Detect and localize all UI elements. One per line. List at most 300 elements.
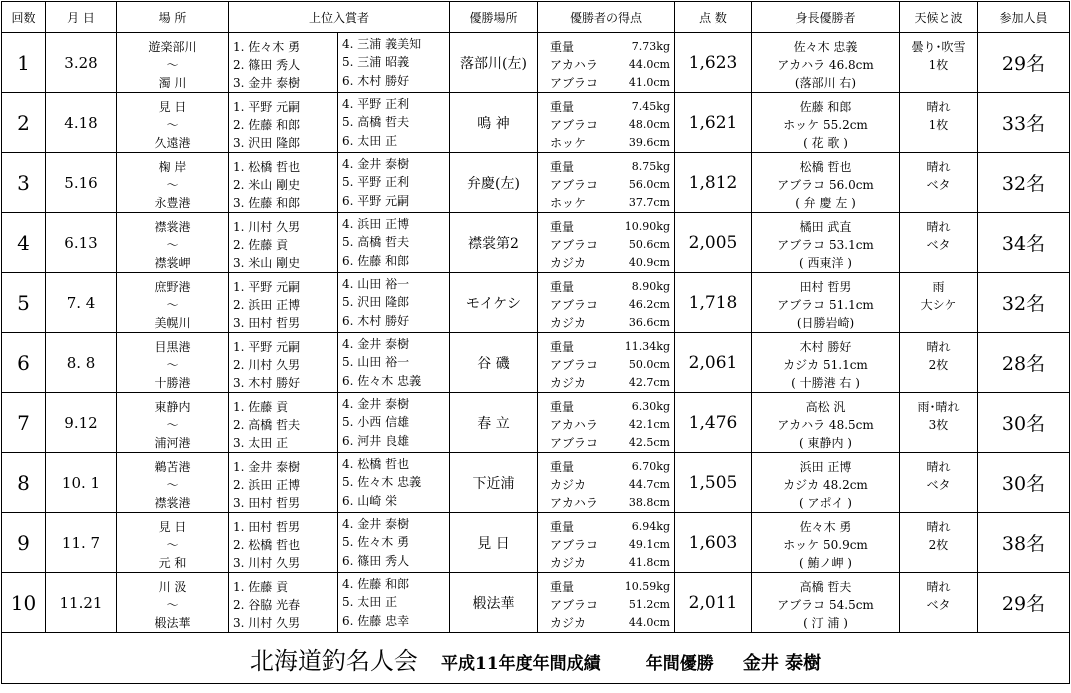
- top-finishers: [229, 273, 450, 333]
- event-date: 11. 7: [46, 513, 117, 573]
- total-points: 1,812: [675, 153, 752, 213]
- score-value: 8.75kg: [631, 159, 670, 173]
- height-winner-line: ( 東静内 ): [799, 435, 852, 450]
- round-number: 7: [2, 393, 46, 453]
- height-winner-line: カジカ 51.1cm: [783, 357, 868, 372]
- score-line: [540, 74, 672, 92]
- place-line: 襟裳岬: [154, 255, 191, 270]
- place-line: 庶野港: [154, 279, 191, 294]
- place-line: 遊楽部川: [148, 39, 197, 54]
- height-winner-line: カジカ 48.2cm: [783, 477, 868, 492]
- height-winner: [752, 393, 900, 453]
- place-line: 襟裳港: [154, 495, 191, 510]
- height-winner-line: 浜田 正博: [799, 459, 852, 474]
- event-place: [117, 573, 229, 633]
- score-category: 重量: [550, 279, 575, 294]
- score-value: 44.0cm: [628, 615, 670, 629]
- finisher-name: 4. 浜田 正博: [342, 216, 410, 231]
- height-winner-line: 田村 哲男: [799, 279, 852, 294]
- results-table: [1, 1, 1070, 684]
- score-category: 重量: [550, 459, 575, 474]
- score-category: アブラコ: [550, 237, 599, 252]
- height-winner-line: ( 弁 慶 左 ): [795, 195, 856, 210]
- finisher-name: 4. 金井 泰樹: [342, 516, 410, 531]
- participant-count: 28名: [978, 333, 1070, 393]
- finisher-name: 6. 佐々木 忠義: [342, 374, 422, 389]
- score-line: [540, 218, 672, 236]
- top-finishers: [229, 573, 450, 633]
- event-place: [117, 453, 229, 513]
- winning-spot: 下近浦: [450, 453, 538, 513]
- height-winner: [752, 213, 900, 273]
- round-number: 10: [2, 573, 46, 633]
- finisher-name: 1. 平野 元嗣: [233, 279, 301, 294]
- score-value: 41.8cm: [628, 555, 670, 569]
- participant-count: 32名: [978, 153, 1070, 213]
- score-line: [540, 596, 672, 614]
- finisher-name: 5. 三浦 昭義: [342, 55, 410, 70]
- weather-line: 晴れ: [926, 99, 951, 114]
- finisher-name: 3. 金井 泰樹: [233, 75, 301, 90]
- finisher-name: 1. 平野 元嗣: [233, 99, 301, 114]
- place-line: ～: [166, 357, 179, 372]
- top-finishers: [229, 333, 450, 393]
- finisher-name: 4. 三浦 義美知: [342, 36, 422, 51]
- header-participants: 参加人員: [978, 2, 1070, 33]
- top-finishers: [229, 93, 450, 153]
- score-value: 48.0cm: [628, 117, 670, 131]
- place-line: 美幌川: [154, 315, 191, 330]
- table-row: [2, 573, 1070, 633]
- height-winner-line: ( 鮪ノ岬 ): [799, 555, 852, 570]
- score-category: アブラコ: [550, 537, 599, 552]
- weather-line: 晴れ: [926, 519, 951, 534]
- place-line: 東静内: [154, 399, 191, 414]
- table-row: [2, 393, 1070, 453]
- finisher-name: 5. 沢田 隆郎: [342, 295, 410, 310]
- finisher-name: 5. 高橋 哲夫: [342, 235, 410, 250]
- round-number: 8: [2, 453, 46, 513]
- height-winner-line: (日勝岩崎): [796, 315, 855, 330]
- score-category: 重量: [550, 159, 575, 174]
- finisher-name: 3. 川村 久男: [233, 555, 301, 570]
- finisher-name: 2. 谷脇 光春: [233, 597, 301, 612]
- total-points: 1,505: [675, 453, 752, 513]
- finisher-name: 5. 太田 正: [342, 595, 398, 610]
- winner-scores: [538, 153, 675, 213]
- score-line: [540, 314, 672, 332]
- weather-line: ベタ: [926, 477, 951, 492]
- score-line: [540, 158, 672, 176]
- height-winner-line: (落部川 右): [794, 75, 857, 90]
- height-winner-line: ( 汀 浦 ): [803, 615, 848, 630]
- score-line: [540, 338, 672, 356]
- weather-line: 1枚: [928, 57, 949, 72]
- score-category: アカハラ: [550, 495, 598, 510]
- weather-waves: [900, 93, 978, 153]
- event-date: 5.16: [46, 153, 117, 213]
- weather-line: 晴れ: [926, 159, 951, 174]
- score-category: アブラコ: [550, 435, 599, 450]
- finisher-name: 4. 金井 泰樹: [342, 396, 410, 411]
- score-category: アブラコ: [550, 297, 599, 312]
- finisher-name: 1. 佐藤 貢: [233, 399, 289, 414]
- finisher-name: 2. 浜田 正博: [233, 477, 301, 492]
- finisher-name: 5. 佐々木 忠義: [342, 475, 422, 490]
- table-row: [2, 453, 1070, 513]
- weather-waves: [900, 213, 978, 273]
- score-line: [540, 236, 672, 254]
- weather-waves: [900, 513, 978, 573]
- header-win-spot: 優勝場所: [450, 2, 538, 33]
- height-winner-line: アブラコ 53.1cm: [777, 237, 874, 252]
- header-weather: 天候と波: [900, 2, 978, 33]
- score-line: [540, 38, 672, 56]
- round-number: 5: [2, 273, 46, 333]
- table-row: [2, 333, 1070, 393]
- finisher-name: 4. 佐藤 和郎: [342, 576, 410, 591]
- height-winner: [752, 573, 900, 633]
- score-value: 42.7cm: [628, 375, 670, 389]
- height-winner-line: ( 花 歌 ): [803, 135, 848, 150]
- finisher-name: 3. 沢田 隆郎: [233, 135, 301, 150]
- event-date: 9.12: [46, 393, 117, 453]
- participant-count: 38名: [978, 513, 1070, 573]
- score-line: [540, 398, 672, 416]
- place-line: 川 汲: [158, 579, 187, 594]
- place-line: ～: [166, 57, 179, 72]
- score-value: 7.73kg: [631, 39, 670, 53]
- finisher-name: 3. 田村 哲男: [233, 315, 301, 330]
- finisher-name: 1. 田村 哲男: [233, 519, 301, 534]
- finisher-name: 1. 佐々木 勇: [233, 39, 301, 54]
- event-date: 4.18: [46, 93, 117, 153]
- weather-line: ベタ: [926, 237, 951, 252]
- finisher-name: 2. 浜田 正博: [233, 297, 301, 312]
- event-date: 10. 1: [46, 453, 117, 513]
- table-row: [2, 153, 1070, 213]
- score-line: [540, 518, 672, 536]
- score-category: 重量: [550, 219, 575, 234]
- height-winner: [752, 513, 900, 573]
- weather-line: ベタ: [926, 597, 951, 612]
- winner-scores: [538, 453, 675, 513]
- winner-scores: [538, 333, 675, 393]
- score-line: [540, 374, 672, 392]
- winning-spot: モイケシ: [450, 273, 538, 333]
- score-value: 46.2cm: [628, 297, 670, 311]
- score-line: [540, 254, 672, 272]
- score-value: 40.9cm: [628, 255, 670, 269]
- place-line: 久遠港: [154, 135, 191, 150]
- total-points: 1,476: [675, 393, 752, 453]
- round-number: 3: [2, 153, 46, 213]
- score-category: 重量: [550, 39, 575, 54]
- place-line: 見 日: [158, 99, 187, 114]
- weather-line: 3枚: [928, 417, 949, 432]
- height-winner-line: 橘田 武直: [799, 219, 852, 234]
- height-winner-line: ホッケ 50.9cm: [783, 537, 868, 552]
- event-place: [117, 273, 229, 333]
- score-value: 7.45kg: [631, 99, 670, 113]
- height-winner-line: アブラコ 54.5cm: [777, 597, 874, 612]
- weather-waves: [900, 33, 978, 93]
- event-place: [117, 153, 229, 213]
- weather-line: 雨･晴れ: [917, 399, 960, 414]
- height-winner-line: 木村 勝好: [799, 339, 852, 354]
- winner-scores: [538, 93, 675, 153]
- height-winner: [752, 153, 900, 213]
- place-line: ～: [166, 237, 179, 252]
- winning-spot: 弁慶(左): [450, 153, 538, 213]
- top-finishers: [229, 153, 450, 213]
- header-no: 回数: [2, 2, 46, 33]
- table-row: [2, 213, 1070, 273]
- score-category: アブラコ: [550, 75, 599, 90]
- total-points: 2,011: [675, 573, 752, 633]
- score-category: カジカ: [550, 255, 587, 270]
- height-winner-line: アブラコ 51.1cm: [777, 297, 874, 312]
- table-row: [2, 33, 1070, 93]
- score-category: カジカ: [550, 555, 587, 570]
- score-category: ホッケ: [550, 195, 587, 210]
- champion-name: 金井 泰樹: [742, 652, 822, 674]
- score-value: 37.7cm: [628, 195, 670, 209]
- place-line: ～: [166, 117, 179, 132]
- finisher-name: 1. 佐藤 貢: [233, 579, 289, 594]
- score-line: [540, 176, 672, 194]
- weather-waves: [900, 153, 978, 213]
- score-value: 56.0cm: [628, 177, 670, 191]
- score-line: [540, 194, 672, 212]
- annual-results-title: 平成11年度年間成績: [440, 653, 601, 674]
- header-scores: 優勝者の得点: [538, 2, 675, 33]
- winner-scores: [538, 513, 675, 573]
- finisher-name: 4. 金井 泰樹: [342, 336, 410, 351]
- round-number: 1: [2, 33, 46, 93]
- finisher-name: 1. 川村 久男: [233, 219, 301, 234]
- weather-line: 雨: [932, 279, 945, 294]
- finisher-name: 6. 平野 元嗣: [342, 194, 410, 209]
- place-line: 永豊港: [154, 195, 191, 210]
- header-points: 点 数: [675, 2, 752, 33]
- score-line: [540, 416, 672, 434]
- score-line: [540, 476, 672, 494]
- winning-spot: 襟裳第2: [450, 213, 538, 273]
- height-winner-line: 高橋 哲夫: [799, 579, 852, 594]
- finisher-name: 6. 佐藤 忠幸: [342, 614, 410, 629]
- club-name: 北海道釣名人会: [249, 646, 418, 675]
- weather-line: 大シケ: [920, 297, 957, 312]
- height-winner-line: ( 十勝港 右 ): [791, 375, 860, 390]
- footer-row: [2, 633, 1070, 684]
- top-finishers: [229, 393, 450, 453]
- score-category: 重量: [550, 579, 575, 594]
- score-line: [540, 536, 672, 554]
- score-value: 38.8cm: [628, 495, 670, 509]
- finisher-name: 5. 高橋 哲夫: [342, 115, 410, 130]
- participant-count: 30名: [978, 393, 1070, 453]
- weather-line: 2枚: [928, 537, 949, 552]
- place-line: ～: [166, 477, 179, 492]
- winner-scores: [538, 213, 675, 273]
- score-category: 重量: [550, 519, 575, 534]
- height-winner-line: ( 西東洋 ): [799, 255, 852, 270]
- score-value: 10.59kg: [624, 579, 670, 593]
- score-category: アカハラ: [550, 417, 598, 432]
- finisher-name: 6. 佐藤 和郎: [342, 254, 410, 269]
- score-category: カジカ: [550, 375, 587, 390]
- place-line: ～: [166, 417, 179, 432]
- score-value: 44.0cm: [628, 57, 670, 71]
- score-line: [540, 116, 672, 134]
- finisher-name: 1. 松橋 哲也: [233, 159, 301, 174]
- score-line: [540, 434, 672, 452]
- finisher-name: 5. 山田 裕一: [342, 355, 410, 370]
- top-finishers: [229, 213, 450, 273]
- finisher-name: 5. 佐々木 勇: [342, 535, 410, 550]
- finisher-name: 4. 平野 正利: [342, 96, 410, 111]
- height-winner-line: 佐々木 忠義: [793, 39, 858, 54]
- score-line: [540, 578, 672, 596]
- winner-scores: [538, 33, 675, 93]
- top-finishers: [229, 513, 450, 573]
- score-value: 8.90kg: [631, 279, 670, 293]
- height-winner: [752, 33, 900, 93]
- table-row: [2, 273, 1070, 333]
- footer-cell: [2, 633, 1070, 684]
- finisher-name: 4. 松橋 哲也: [342, 456, 410, 471]
- score-line: [540, 278, 672, 296]
- score-line: [540, 98, 672, 116]
- participant-count: 33名: [978, 93, 1070, 153]
- place-line: 濁 川: [158, 75, 187, 90]
- top-finishers: [229, 453, 450, 513]
- weather-line: 晴れ: [926, 579, 951, 594]
- weather-line: 2枚: [928, 357, 949, 372]
- header-date: 月 日: [46, 2, 117, 33]
- height-winner-line: 高松 汎: [805, 399, 846, 414]
- finisher-name: 6. 木村 勝好: [342, 74, 410, 89]
- event-place: [117, 93, 229, 153]
- finisher-name: 2. 佐藤 和郎: [233, 117, 301, 132]
- place-line: ～: [166, 177, 179, 192]
- finisher-name: 3. 太田 正: [233, 435, 289, 450]
- score-category: カジカ: [550, 315, 587, 330]
- weather-waves: [900, 393, 978, 453]
- score-value: 50.6cm: [628, 237, 670, 251]
- winning-spot: 春 立: [450, 393, 538, 453]
- place-line: 見 日: [158, 519, 187, 534]
- winning-spot: 椴法華: [450, 573, 538, 633]
- score-category: ホッケ: [550, 135, 587, 150]
- score-value: 42.5cm: [628, 435, 670, 449]
- score-category: アブラコ: [550, 357, 599, 372]
- total-points: 1,718: [675, 273, 752, 333]
- finisher-name: 2. 佐藤 貢: [233, 237, 289, 252]
- event-date: 7. 4: [46, 273, 117, 333]
- score-line: [540, 614, 672, 632]
- score-line: [540, 134, 672, 152]
- height-winner: [752, 453, 900, 513]
- finisher-name: 2. 米山 剛史: [233, 177, 301, 192]
- table-row: [2, 513, 1070, 573]
- finisher-name: 6. 山崎 栄: [342, 494, 398, 509]
- score-category: カジカ: [550, 615, 587, 630]
- place-line: 襟裳港: [154, 219, 191, 234]
- total-points: 2,005: [675, 213, 752, 273]
- finisher-name: 6. 木村 勝好: [342, 314, 410, 329]
- score-value: 6.30kg: [631, 399, 670, 413]
- event-date: 11.21: [46, 573, 117, 633]
- header-winners: 上位入賞者: [229, 2, 450, 33]
- weather-line: 1枚: [928, 117, 949, 132]
- score-value: 36.6cm: [628, 315, 670, 329]
- score-category: アカハラ: [550, 57, 598, 72]
- finisher-name: 5. 小西 信雄: [342, 415, 410, 430]
- weather-waves: [900, 573, 978, 633]
- score-value: 51.2cm: [628, 597, 670, 611]
- winner-scores: [538, 573, 675, 633]
- event-place: [117, 393, 229, 453]
- place-line: 元 和: [158, 555, 187, 570]
- header-place: 場 所: [117, 2, 229, 33]
- score-category: アブラコ: [550, 117, 599, 132]
- participant-count: 30名: [978, 453, 1070, 513]
- finisher-name: 2. 川村 久男: [233, 357, 301, 372]
- event-date: 8. 8: [46, 333, 117, 393]
- total-points: 1,603: [675, 513, 752, 573]
- top-finishers: [229, 33, 450, 93]
- finisher-name: 2. 篠田 秀人: [233, 57, 301, 72]
- finisher-name: 4. 金井 泰樹: [342, 156, 410, 171]
- finisher-name: 2. 高橋 哲夫: [233, 417, 301, 432]
- finisher-name: 6. 河井 良雄: [342, 434, 410, 449]
- event-place: [117, 213, 229, 273]
- finisher-name: 3. 佐藤 和郎: [233, 195, 301, 210]
- place-line: 十勝港: [154, 375, 191, 390]
- round-number: 9: [2, 513, 46, 573]
- score-category: 重量: [550, 399, 575, 414]
- weather-line: ベタ: [926, 177, 951, 192]
- score-value: 10.90kg: [624, 219, 670, 233]
- score-line: [540, 494, 672, 512]
- weather-waves: [900, 453, 978, 513]
- header-height-winner: 身長優勝者: [752, 2, 900, 33]
- round-number: 6: [2, 333, 46, 393]
- score-line: [540, 458, 672, 476]
- height-winner-line: 佐藤 和郎: [799, 99, 852, 114]
- event-place: [117, 33, 229, 93]
- height-winner-line: ホッケ 55.2cm: [783, 117, 868, 132]
- participant-count: 34名: [978, 213, 1070, 273]
- finisher-name: 4. 山田 裕一: [342, 276, 410, 291]
- winner-scores: [538, 273, 675, 333]
- score-category: 重量: [550, 339, 575, 354]
- score-value: 42.1cm: [628, 417, 670, 431]
- finisher-name: 6. 篠田 秀人: [342, 554, 410, 569]
- header-row: [2, 2, 1070, 33]
- place-line: ～: [166, 597, 179, 612]
- weather-line: 晴れ: [926, 219, 951, 234]
- table-row: [2, 93, 1070, 153]
- weather-line: 晴れ: [926, 339, 951, 354]
- height-winner-line: 佐々木 勇: [799, 519, 852, 534]
- finisher-name: 3. 米山 剛史: [233, 255, 301, 270]
- score-line: [540, 56, 672, 74]
- annual-award-label: 年間優勝: [645, 653, 714, 674]
- finisher-name: 3. 川村 久男: [233, 615, 301, 630]
